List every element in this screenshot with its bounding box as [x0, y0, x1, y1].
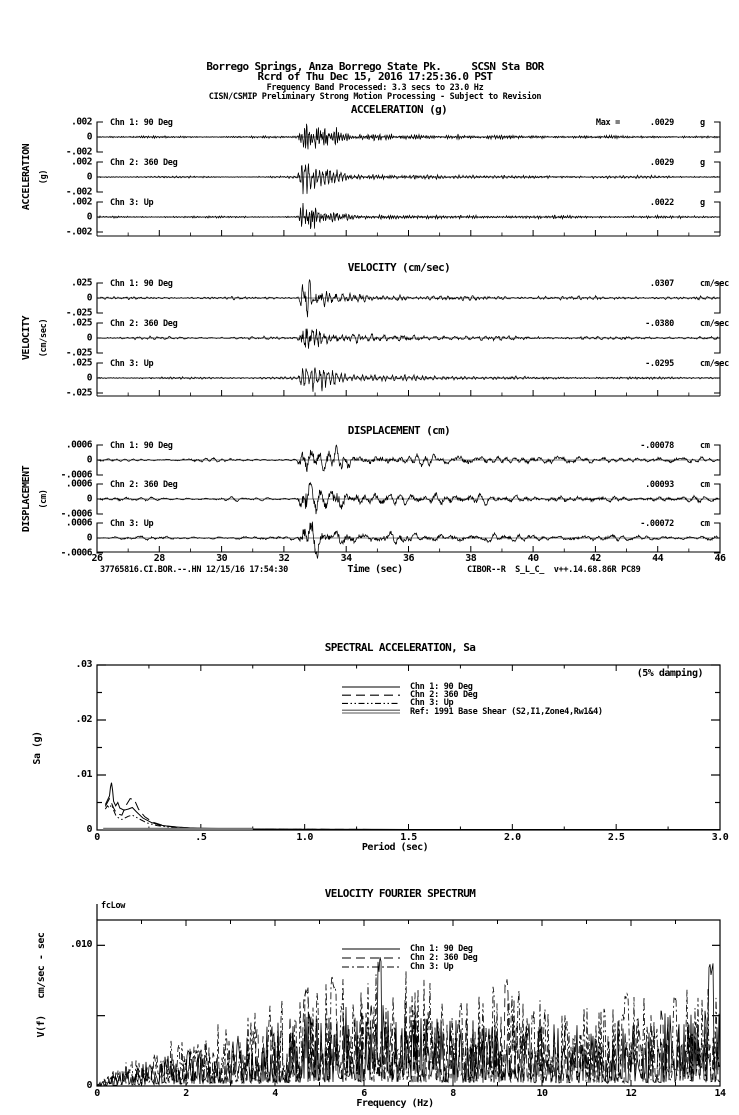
fourier-xtick-label: 8: [450, 1088, 456, 1099]
sa-xtick-label: 0: [94, 832, 100, 843]
acceleration-axis-label: ACCELERATION: [21, 143, 32, 211]
velocity-axis-unit: (cm/sec): [38, 318, 49, 358]
ytick-label: -.0006: [60, 508, 92, 520]
ytick-label: 0: [86, 211, 92, 223]
fourier-xtick-label: 12: [625, 1088, 637, 1099]
ytick-label: 0: [86, 131, 92, 143]
sa-y-axis-label: Sa (g): [32, 731, 43, 765]
ytick-label: -.002: [65, 146, 92, 158]
fourier-xtick-label: 2: [183, 1088, 189, 1099]
velocity-axis-label: VELOCITY: [21, 315, 32, 361]
ytick-label: -.0006: [60, 469, 92, 481]
fourier-xtick-label: 4: [272, 1088, 278, 1099]
ytick-label: 0: [86, 493, 92, 505]
ytick-label: .0006: [65, 478, 92, 490]
max-unit: g: [700, 197, 705, 208]
max-value: .0029: [649, 157, 674, 168]
max-value: .0029: [649, 117, 674, 128]
sa-ytick-label: .02: [75, 714, 92, 725]
ytick-label: -.025: [65, 307, 92, 319]
time-tick-label: 32: [278, 553, 290, 564]
sa-xtick-label: 2.5: [607, 832, 625, 843]
sa-xtick-label: 1.5: [400, 832, 417, 843]
legend-item: Chn 1: 90 Deg: [410, 943, 473, 954]
damping-note: (5% damping): [636, 668, 703, 679]
record-timestamp: Rcrd of Thu Dec 15, 2016 17:25:36.0 PST: [257, 70, 493, 83]
period-axis-label: Period (sec): [361, 842, 429, 853]
max-unit: g: [700, 117, 705, 128]
sa-plot-title: SPECTRAL ACCELERATION, Sa: [324, 641, 476, 654]
fourier-ytick-label: .010: [69, 939, 92, 951]
ytick-label: 0: [86, 292, 92, 304]
channel-label: Chn 1: 90 Deg: [110, 117, 173, 128]
processing-note: CISN/CSMIP Preliminary Strong Motion Processing - Subject to Revision: [208, 92, 542, 102]
time-axis-label: Time (sec): [347, 564, 403, 575]
ytick-label: 0: [86, 454, 92, 466]
legend-item: Chn 1: 90 Deg: [410, 681, 473, 692]
station-title: Borrego Springs, Anza Borrego State Pk. SCSN Sta BOR: [206, 60, 544, 73]
ytick-label: -.0006: [60, 547, 92, 559]
acceleration-axis-unit: (g): [38, 169, 49, 185]
time-tick-label: 38: [465, 553, 477, 564]
max-unit: cm/sec: [700, 278, 729, 289]
max-unit: cm/sec: [700, 318, 729, 329]
legend-item: Chn 2: 360 Deg: [410, 689, 478, 700]
legend-item: Ref: 1991 Base Shear (S2,I1,Zone4,Rw1&4): [410, 706, 603, 717]
max-unit: cm: [700, 518, 710, 529]
time-tick-label: 26: [91, 553, 103, 564]
ytick-label: -.025: [65, 387, 92, 399]
max-value: .0022: [649, 197, 674, 208]
fourier-xtick-label: 10: [536, 1088, 548, 1099]
sa-xtick-label: .5: [195, 832, 207, 843]
max-unit: cm/sec: [700, 358, 729, 369]
channel-label: Chn 2: 360 Deg: [110, 479, 178, 490]
fourier-plot-title: VELOCITY FOURIER SPECTRUM: [324, 887, 476, 900]
ytick-label: .025: [71, 357, 92, 369]
ytick-label: 0: [86, 171, 92, 183]
ytick-label: 0: [86, 332, 92, 344]
frequency-axis-label: Frequency (Hz): [356, 1098, 434, 1109]
max-unit: cm: [700, 479, 710, 490]
frequency-band-note: Frequency Band Processed: 3.3 secs to 23.0 Hz: [266, 83, 484, 93]
channel-label: Chn 1: 90 Deg: [110, 440, 173, 451]
ytick-label: .002: [71, 156, 92, 168]
fourier-y-axis-label: V(f) cm/sec - sec: [36, 932, 47, 1038]
time-tick-label: 46: [714, 553, 726, 564]
ytick-label: .0006: [65, 517, 92, 529]
sa-xtick-label: 1.0: [296, 832, 313, 843]
time-tick-label: 42: [589, 553, 601, 564]
ytick-label: 0: [86, 532, 92, 544]
time-tick-label: 30: [216, 553, 228, 564]
max-value: .00093: [645, 479, 674, 490]
ytick-label: .0006: [65, 439, 92, 451]
velocity-panel-title: VELOCITY (cm/sec): [347, 261, 451, 274]
ytick-label: -.025: [65, 347, 92, 359]
channel-label: Chn 3: Up: [110, 518, 154, 529]
ytick-label: .002: [71, 116, 92, 128]
ytick-label: .025: [71, 277, 92, 289]
ytick-label: .002: [71, 196, 92, 208]
max-unit: cm: [700, 440, 710, 451]
channel-label: Chn 3: Up: [110, 358, 154, 369]
max-prefix: Max =: [595, 117, 620, 128]
sa-ytick-label: 0: [86, 824, 92, 835]
ytick-label: .025: [71, 317, 92, 329]
fourier-ytick-label: 0: [86, 1080, 92, 1091]
time-tick-label: 28: [153, 553, 165, 564]
legend-item: Chn 3: Up: [410, 961, 454, 972]
processing-footer: CIBOR--R S_L_C_ v++.14.68.86R PC89: [467, 565, 641, 575]
sa-ytick-label: .03: [75, 659, 92, 670]
sa-ytick-label: .01: [75, 769, 92, 780]
fourier-xtick-label: 0: [94, 1088, 100, 1099]
legend-item: Chn 3: Up: [410, 698, 454, 709]
fourier-xtick-label: 6: [361, 1088, 367, 1099]
record-id-footer: 37765816.CI.BOR.--.HN 12/15/16 17:54:30: [100, 565, 288, 575]
sa-xtick-label: 3.0: [711, 832, 729, 843]
displacement-axis-label: DISPLACEMENT: [21, 465, 32, 533]
legend-item: Chn 2: 360 Deg: [410, 952, 478, 963]
channel-label: Chn 3: Up: [110, 197, 154, 208]
ytick-label: -.002: [65, 226, 92, 238]
displacement-axis-unit: (cm): [38, 489, 49, 509]
channel-label: Chn 1: 90 Deg: [110, 278, 173, 289]
ytick-label: 0: [86, 372, 92, 384]
time-tick-label: 34: [340, 553, 352, 564]
max-value: -.0295: [645, 358, 674, 369]
max-value: .0307: [649, 278, 674, 289]
time-tick-label: 44: [652, 553, 664, 564]
max-unit: g: [700, 157, 705, 168]
acceleration-panel-title: ACCELERATION (g): [350, 103, 448, 116]
time-tick-label: 40: [527, 553, 539, 564]
max-value: -.0380: [645, 318, 674, 329]
ytick-label: -.002: [65, 186, 92, 198]
channel-label: Chn 2: 360 Deg: [110, 157, 178, 168]
time-tick-label: 36: [402, 553, 415, 564]
max-value: -.00078: [640, 440, 674, 451]
sa-xtick-label: 2.0: [504, 832, 521, 843]
channel-label: Chn 2: 360 Deg: [110, 318, 178, 329]
max-value: -.00072: [640, 518, 674, 529]
displacement-panel-title: DISPLACEMENT (cm): [347, 424, 451, 437]
fourier-xtick-label: 14: [714, 1088, 726, 1099]
fc-low-label: fcLow: [101, 901, 126, 911]
